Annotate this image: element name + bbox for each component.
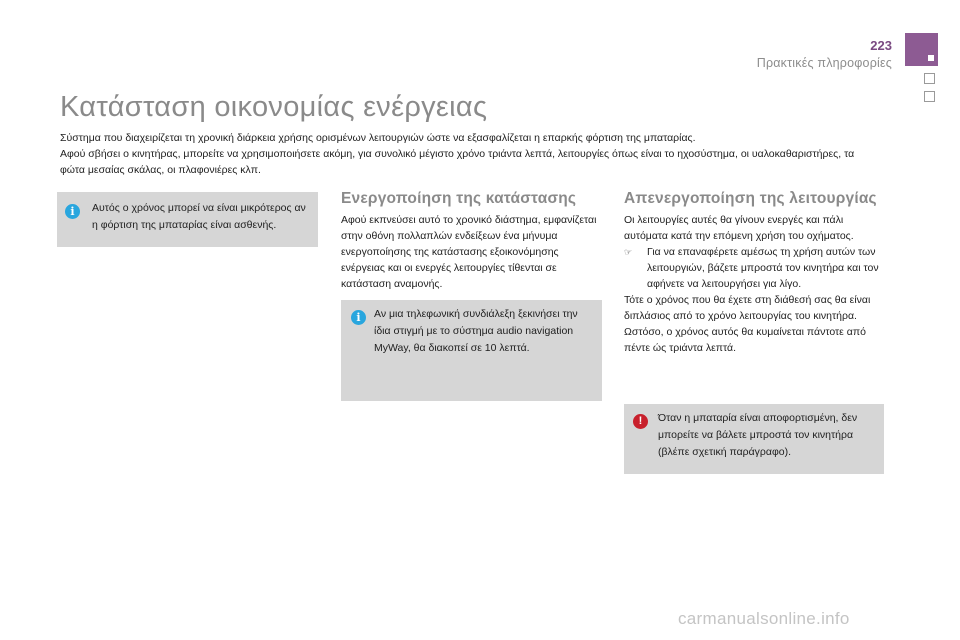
activation-body (341, 212, 603, 292)
warning-icon: ! (633, 414, 648, 429)
deactivation-bullet (624, 244, 886, 292)
deactivation-paragraph-2: Τότε ο χρόνος που θα έχετε στη διάθεσή σας θα είναι διπλάσιος από το χρόνο λειτουργίας του κινητήρα. Ωστόσο, ο χρόνος αυτός θα κυμαίνεται πάντοτε από πέντε ώς τριάντα λεπτά. (624, 294, 871, 354)
left-info-note-text: Αυτός ο χρόνος μπορεί να είναι μικρότερος αν η φόρτιση της μπαταρίας είναι ασθενής. (92, 202, 306, 231)
pointing-hand-icon: ☞ (624, 247, 633, 257)
chapter-tab-marker (905, 33, 938, 66)
activation-paragraph: Αφού εκπνεύσει αυτό το χρονικό διάστημα, εμφανίζεται στην οθόνη πολλαπλών ενδείξεων ένα μήνυμα ενεργοποίησης της κατάστασης εξοικονόμησης ενέργειας και οι ενεργές λειτουργίες τίθενται σε κατάσταση αναμονής. (341, 214, 597, 290)
battery-warning-note (624, 404, 884, 474)
deactivation-paragraph-1: Οι λειτουργίες αυτές θα γίνουν ενεργές και πάλι αυτόματα κατά την επόμενη χρήση του οχήματος. (624, 214, 854, 242)
watermark: carmanualsonline.info (678, 609, 850, 628)
intro-text (60, 130, 860, 178)
deactivation-body (624, 212, 886, 356)
deactivation-bullet-text: Για να επαναφέρετε αμέσως τη χρήση αυτών των λειτουργιών, βάζετε μπροστά τον κινητήρα και τον αφήνετε να λειτουργήσει για λίγο. (647, 246, 879, 290)
battery-warning-text: Όταν η μπαταρία είναι αποφορτισμένη, δεν μπορείτε να βάλετε μπροστά τον κινητήρα (βλέπε σχετική παράγραφο). (658, 412, 858, 458)
intro-paragraph-2: Αφού σβήσει ο κινητήρας, μπορείτε να χρησιμοποιήσετε ακόμη, για συνολικό μέγιστο χρόνο τριάντα λεπτά, λειτουργίες όπως είναι το ηχοσύστημα, οι υαλοκαθαριστήρες, τα φώτα μεσαίας σκάλας, οι πλαφονιέρες κλπ. (60, 148, 855, 176)
info-icon: i (351, 310, 366, 325)
section-name: Πρακτικές πληροφορίες (756, 56, 892, 70)
activation-info-note (341, 300, 602, 401)
chapter-tab-box-2 (924, 91, 935, 102)
deactivation-heading: Απενεργοποίηση της λειτουργίας (624, 190, 877, 207)
chapter-tab-box-1 (924, 73, 935, 84)
left-info-note (57, 192, 318, 247)
page-number: 223 (870, 38, 892, 53)
tab-marker-dot (928, 55, 934, 61)
intro-paragraph-1: Σύστημα που διαχειρίζεται τη χρονική διάρκεια χρήσης ορισμένων λειτουργιών ώστε να εξασφαλίζεται η επαρκής φόρτιση της μπαταρίας. (60, 132, 696, 144)
activation-heading: Ενεργοποίηση της κατάστασης (341, 190, 577, 207)
page-title: Κατάσταση οικονομίας ενέργειας (60, 91, 488, 123)
activation-info-note-text: Αν μια τηλεφωνική συνδιάλεξη ξεκινήσει την ίδια στιγμή με το σύστημα audio navigation MyWay, θα διακοπεί σε 10 λεπτά. (374, 308, 578, 354)
info-icon: i (65, 204, 80, 219)
